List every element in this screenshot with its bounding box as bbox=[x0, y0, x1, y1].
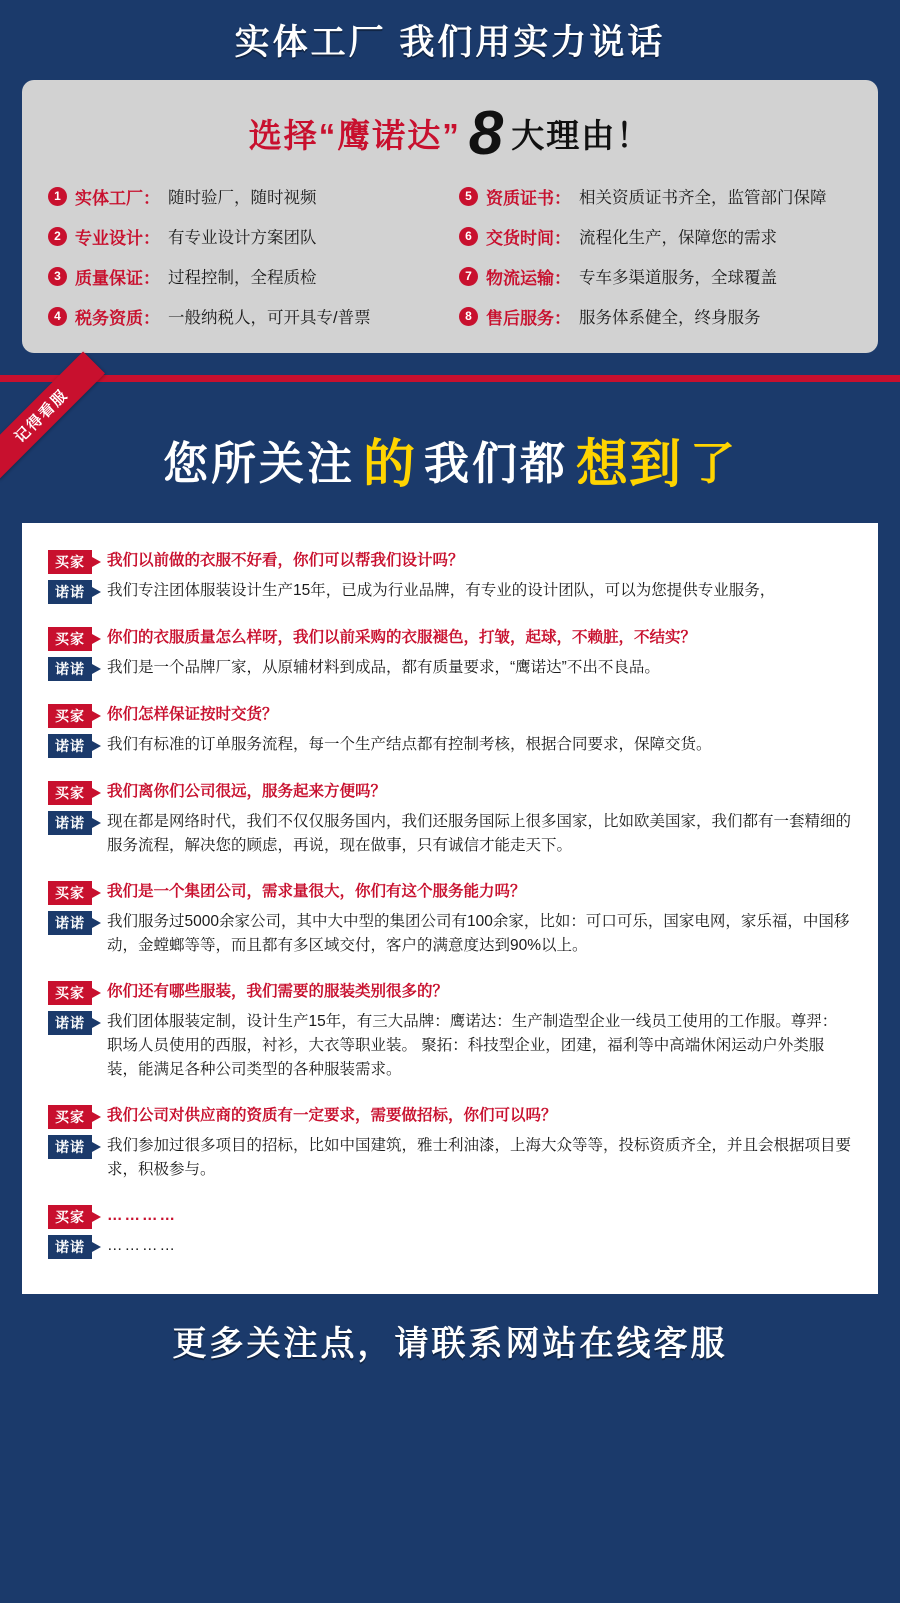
reason-item bbox=[459, 304, 852, 329]
faq-answer-row bbox=[48, 1010, 852, 1082]
reason-number-badge: 2 bbox=[48, 227, 67, 246]
faq-answer: 我们有标准的订单服务流程，每一个生产结点都有控制考核，根据合同要求，保障交货。 bbox=[107, 735, 712, 753]
reason-item bbox=[48, 184, 441, 209]
footer-cta: 更多关注点，请联系网站在线客服 bbox=[172, 1324, 728, 1363]
faq-answer-row bbox=[48, 810, 852, 858]
reason-title: 质量保证： bbox=[75, 268, 160, 288]
faq-question: 你们怎样保证按时交货？ bbox=[107, 705, 278, 723]
reason-title: 物流运输： bbox=[486, 268, 571, 288]
reasons-heading-number: 8 bbox=[468, 99, 504, 168]
headline-part-1: 您所关注 bbox=[162, 437, 355, 489]
reason-text: 随时验厂，随时视频 bbox=[168, 188, 317, 207]
seller-tag: 诺诺 bbox=[48, 1235, 92, 1259]
eight-reasons-card bbox=[22, 80, 878, 353]
seller-tag: 诺诺 bbox=[48, 657, 92, 681]
reason-number-badge: 6 bbox=[459, 227, 478, 246]
faq-answer-row bbox=[48, 910, 852, 958]
corner-ribbon: 记得看服 bbox=[0, 351, 105, 479]
seller-tag: 诺诺 bbox=[48, 1011, 92, 1035]
faq-question: 你们的衣服质量怎么样呀，我们以前采购的衣服褪色，打皱，起球，不赖脏，不结实？ bbox=[107, 628, 697, 646]
faq-answer: 我们参加过很多项目的招标，比如中国建筑，雅士利油漆，上海大众等等，投标资质齐全，并且会根据项目要求，积极参与。 bbox=[107, 1136, 852, 1178]
faq-question-row bbox=[48, 626, 852, 651]
faq-answer-row bbox=[48, 656, 852, 681]
faq-question-row bbox=[48, 780, 852, 805]
faq-headline bbox=[22, 382, 878, 523]
faq-answer: ………… bbox=[107, 1236, 177, 1254]
headline-part-4: 想到 bbox=[576, 435, 683, 494]
reason-title: 交货时间： bbox=[486, 228, 571, 248]
faq-item bbox=[48, 549, 852, 604]
reason-text: 专车多渠道服务，全球覆盖 bbox=[579, 268, 777, 287]
seller-tag: 诺诺 bbox=[48, 911, 92, 935]
reason-title: 售后服务： bbox=[486, 308, 571, 328]
seller-tag: 诺诺 bbox=[48, 580, 92, 604]
faq-item bbox=[48, 780, 852, 858]
page-title: 实体工厂 我们用实力说话 bbox=[234, 23, 666, 62]
faq-question: 我们离你们公司很远，服务起来方便吗？ bbox=[107, 782, 387, 800]
reason-item bbox=[459, 224, 852, 249]
reasons-heading-right: 大理由！ bbox=[511, 117, 652, 155]
faq-question: 我们以前做的衣服不好看，你们可以帮我们设计吗？ bbox=[107, 551, 464, 569]
faq-question-row bbox=[48, 549, 852, 574]
faq-answer: 我们专注团体服装设计生产15年，已成为行业品牌，有专业的设计团队，可以为您提供专业服务， bbox=[107, 581, 776, 599]
factory-strength-section bbox=[0, 0, 900, 375]
faq-question-row bbox=[48, 703, 852, 728]
reason-item bbox=[48, 224, 441, 249]
reason-number-badge: 8 bbox=[459, 307, 478, 326]
reason-number-badge: 5 bbox=[459, 187, 478, 206]
eight-reasons-heading bbox=[48, 100, 852, 184]
faq-answer: 我们是一个品牌厂家，从原辅材料到成品，都有质量要求，“鹰诺达”不出不良品。 bbox=[107, 658, 660, 676]
reason-text: 一般纳税人，可开具专/普票 bbox=[168, 308, 371, 327]
reasons-grid bbox=[48, 184, 852, 329]
reason-title: 资质证书： bbox=[486, 188, 571, 208]
faq-question: 你们还有哪些服装，我们需要的服装类别很多的？ bbox=[107, 982, 449, 1000]
faq-item bbox=[48, 1104, 852, 1182]
faq-item bbox=[48, 980, 852, 1082]
buyer-tag: 买家 bbox=[48, 781, 92, 805]
headline-part-5: 了 bbox=[690, 437, 738, 489]
reason-item bbox=[459, 184, 852, 209]
buyer-tag: 买家 bbox=[48, 1105, 92, 1129]
reason-text: 过程控制，全程质检 bbox=[168, 268, 317, 287]
faq-answer-row bbox=[48, 1234, 852, 1259]
reason-title: 专业设计： bbox=[75, 228, 160, 248]
faq-question: 我们是一个集团公司，需求量很大，你们有这个服务能力吗？ bbox=[107, 882, 526, 900]
faq-answer-row bbox=[48, 1134, 852, 1182]
reason-title: 实体工厂： bbox=[75, 188, 160, 208]
reason-text: 有专业设计方案团队 bbox=[168, 228, 317, 247]
buyer-tag: 买家 bbox=[48, 704, 92, 728]
faq-answer: 我们服务过5000余家公司，其中大中型的集团公司有100余家，比如：可口可乐，国家电网，家乐福，中国移动，金螳螂等等，而且都有多区域交付，客户的满意度达到90%以上。 bbox=[107, 912, 850, 954]
buyer-tag: 买家 bbox=[48, 1205, 92, 1229]
faq-section bbox=[0, 375, 900, 1403]
headline-part-3: 我们都 bbox=[423, 437, 568, 489]
faq-question-row bbox=[48, 980, 852, 1005]
seller-tag: 诺诺 bbox=[48, 1135, 92, 1159]
faq-card bbox=[22, 523, 878, 1294]
faq-question-row bbox=[48, 880, 852, 905]
reason-number-badge: 4 bbox=[48, 307, 67, 326]
buyer-tag: 买家 bbox=[48, 550, 92, 574]
faq-question: ………… bbox=[107, 1206, 177, 1224]
reason-text: 相关资质证书齐全，监管部门保障 bbox=[579, 188, 827, 207]
buyer-tag: 买家 bbox=[48, 881, 92, 905]
reason-number-badge: 1 bbox=[48, 187, 67, 206]
faq-question: 我们公司对供应商的资质有一定要求，需要做招标，你们可以吗？ bbox=[107, 1106, 557, 1124]
faq-answer: 现在都是网络时代，我们不仅仅服务国内，我们还服务国际上很多国家，比如欧美国家，我们都有一套精细的服务流程，解决您的顾虑，再说，现在做事，只有诚信才能走天下。 bbox=[107, 812, 852, 854]
faq-answer-row bbox=[48, 733, 852, 758]
buyer-tag: 买家 bbox=[48, 981, 92, 1005]
faq-item bbox=[48, 880, 852, 958]
faq-answer: 我们团体服装定制，设计生产15年，有三大品牌：鹰诺达：生产制造型企业一线员工使用的工作服。尊羿：职场人员使用的西服，衬衫，大衣等职业装。 聚拓：科技型企业，团建，福利等中高端休闲运动户外类服装，能满足各种公司类型的各种服装需求。 bbox=[107, 1012, 838, 1078]
reasons-heading-left: 选择“鹰诺达” bbox=[248, 117, 461, 155]
faq-answer-row bbox=[48, 579, 852, 604]
reason-item bbox=[48, 304, 441, 329]
faq-question-row bbox=[48, 1204, 852, 1229]
buyer-tag: 买家 bbox=[48, 627, 92, 651]
faq-item bbox=[48, 703, 852, 758]
reason-number-badge: 7 bbox=[459, 267, 478, 286]
reason-text: 流程化生产，保障您的需求 bbox=[579, 228, 777, 247]
headline-part-2: 的 bbox=[362, 435, 416, 494]
seller-tag: 诺诺 bbox=[48, 734, 92, 758]
reason-item bbox=[48, 264, 441, 289]
faq-question-row bbox=[48, 1104, 852, 1129]
seller-tag: 诺诺 bbox=[48, 811, 92, 835]
reason-title: 税务资质： bbox=[75, 308, 160, 328]
reason-text: 服务体系健全，终身服务 bbox=[579, 308, 761, 327]
faq-item bbox=[48, 1204, 852, 1259]
faq-item bbox=[48, 626, 852, 681]
reason-item bbox=[459, 264, 852, 289]
reason-number-badge: 3 bbox=[48, 267, 67, 286]
